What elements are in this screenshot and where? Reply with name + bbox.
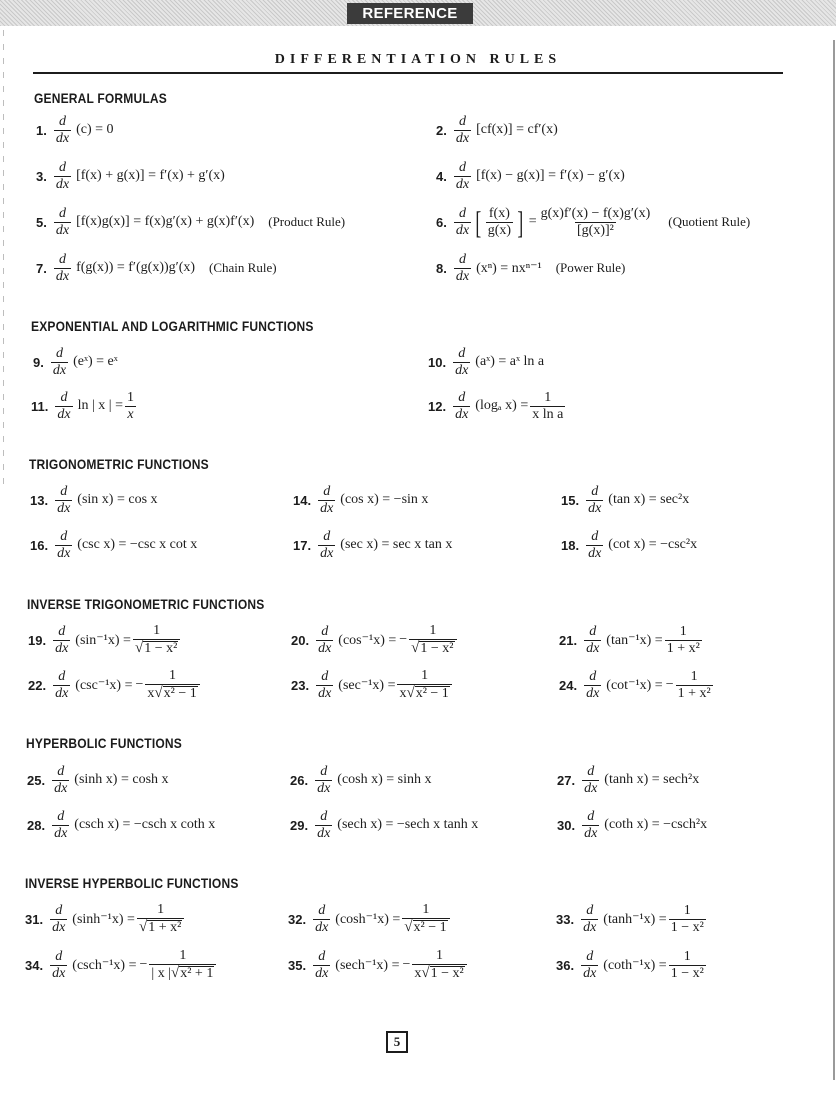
derivative-operator: $\frac{d}{dx}$ [584, 763, 598, 796]
formula-20: 20. $\frac{d}{dx}$ (cos⁻¹x) = − 1 √ 1 − x² [291, 620, 459, 660]
formula-12: 12. $\frac{d}{dx}$ (logₐ x) = $\frac{1}{\text{x ln a}}$ [428, 389, 564, 422]
quotient-rhs: $\frac{g(x)f'(x) - f(x)g'(x)}{\text{[g(x)]²}}$ [540, 205, 651, 238]
derivative-operator: $\frac{d}{dx}$ [320, 483, 334, 516]
square-root: √ 1 + x² [138, 919, 182, 935]
derivative-operator: $\frac{d}{dx}$ [55, 113, 70, 146]
page-title: DIFFERENTIATION RULES [274, 52, 562, 67]
derivative-operator: $\frac{d}{dx}$ [55, 623, 69, 656]
derivative-operator: $\frac{d}{dx}$ [55, 205, 70, 238]
minus-sign: − [665, 677, 674, 692]
derivative-operator: $\frac{d}{dx}$ [52, 902, 66, 935]
formula-27: 27. $\frac{d}{dx}$ (tanh x) = sech²x [557, 763, 700, 796]
result-fraction: 1 √ 1 − x² [133, 624, 180, 656]
square-root: √ x² + 1 [171, 965, 214, 981]
radical-sign: √ [171, 965, 180, 981]
result-fraction: $\frac{1}{\text{1 + x²}}$ [666, 623, 700, 656]
formula-18: 18. $\frac{d}{dx}$ (cot x) = −csc²x [561, 528, 698, 561]
minus-sign: − [139, 957, 148, 972]
derivative-operator: $\frac{d}{dx}$ [318, 668, 332, 701]
result-fraction: 1 | x | √ x² + 1 [149, 949, 216, 981]
formula-34: 34. $\frac{d}{dx}$ (csch⁻¹x) = − 1 | x | √ x² + 1 [25, 945, 218, 985]
formula-35: 35. $\frac{d}{dx}$ (sech⁻¹x) = − 1 x √ 1 − x² [288, 945, 469, 985]
fraction-denominator [402, 918, 449, 935]
formula-3: 3. $\frac{d}{dx}$ [f(x) + g(x)] = f′(x) + g′(x) [36, 159, 225, 192]
derivative-operator: $\frac{d}{dx}$ [588, 528, 602, 561]
formula-23: 23. $\frac{d}{dx}$ (sec⁻¹x) = 1 x √ x² − 1 [291, 665, 454, 705]
radical-sign: √ [138, 919, 148, 935]
right-margin-line [833, 40, 835, 1080]
formula-28: 28. $\frac{d}{dx}$ (csch x) = −csch x coth x [27, 808, 216, 841]
formula-26: 26. $\frac{d}{dx}$ (cosh x) = sinh x [290, 763, 432, 796]
square-root: √ x² − 1 [406, 685, 449, 701]
formula-1: 1. $\frac{d}{dx}$ (c) = 0 [36, 113, 114, 146]
radical-sign: √ [404, 919, 413, 935]
fraction-denominator: | x | √ x² + 1 [149, 964, 216, 981]
fraction-denominator: 1 + x² [677, 685, 711, 701]
fraction-denominator: x √ 1 − x² [412, 964, 466, 981]
formula-25: 25. $\frac{d}{dx}$ (sinh x) = cosh x [27, 763, 169, 796]
derivative-operator: $\frac{d}{dx}$ [584, 808, 598, 841]
formula-13: 13. $\frac{d}{dx}$ (sin x) = cos x [30, 483, 158, 516]
banner-label: REFERENCE PAGES [347, 3, 473, 24]
derivative-operator: $\frac{d}{dx}$ [583, 902, 597, 935]
rule-name: (Product Rule) [268, 214, 346, 229]
title-rule [33, 72, 783, 74]
result-fraction: 1 √ 1 − x² [409, 624, 456, 656]
fraction-denominator: 1 + x² [666, 640, 700, 656]
minus-sign: − [402, 957, 411, 972]
formula-19: 19. $\frac{d}{dx}$ (sin⁻¹x) = 1 √ 1 − x² [28, 620, 182, 660]
fraction-denominator: x √ x² − 1 [397, 684, 451, 701]
derivative-operator: $\frac{d}{dx}$ [455, 159, 470, 192]
result-fraction: $\frac{1}{x}$ [126, 389, 134, 422]
derivative-operator: $\frac{d}{dx}$ [57, 483, 71, 516]
result-fraction: 1 x √ x² − 1 [397, 669, 451, 701]
formula-29: 29. $\frac{d}{dx}$ (sech x) = −sech x tanh x [290, 808, 479, 841]
derivative-operator: $\frac{d}{dx}$ [315, 902, 329, 935]
derivative-operator: $\frac{d}{dx}$ [317, 763, 331, 796]
formula-7: 7. $\frac{d}{dx}$ f(g(x)) = f′(g(x))g′(x) (Chain Rule) [36, 251, 277, 284]
derivative-operator: $\frac{d}{dx}$ [586, 623, 600, 656]
derivative-operator: $\frac{d}{dx}$ [57, 528, 71, 561]
derivative-operator: $\frac{d}{dx}$ [455, 205, 470, 238]
derivative-operator: $\frac{d}{dx}$ [54, 808, 68, 841]
derivative-operator: $\frac{d}{dx}$ [57, 389, 71, 422]
radical-sign: √ [411, 640, 420, 656]
derivative-operator: $\frac{d}{dx}$ [54, 763, 68, 796]
radical-sign: √ [134, 640, 144, 656]
formula-14: 14. $\frac{d}{dx}$ (cos x) = −sin x [293, 483, 429, 516]
derivative-operator: $\frac{d}{dx}$ [52, 345, 67, 378]
radical-sign: √ [406, 685, 415, 701]
formula-16: 16. $\frac{d}{dx}$ (csc x) = −csc x cot x [30, 528, 198, 561]
section-heading-inv-hyperbolic: INVERSE HYPERBOLIC FUNCTIONS [25, 875, 239, 891]
formula-6: 6. $\frac{d}{dx}$ [ $\frac{f(x)}{g(x)}$ ] = $\frac{g(x)f'(x) - f(x)g'(x)}{\text{[g(x)]²}}$ (Quotient Rule) [436, 204, 751, 240]
derivative-operator: $\frac{d}{dx}$ [52, 948, 66, 981]
minus-sign: − [399, 632, 408, 647]
formula-21: 21. $\frac{d}{dx}$ (tan⁻¹x) = $\frac{1}{\text{1 + x²}}$ [559, 623, 700, 656]
square-root: √ 1 − x² [421, 965, 464, 981]
derivative-operator: $\frac{d}{dx}$ [317, 808, 331, 841]
square-root: √ 1 − x² [411, 640, 454, 656]
radical-sign: √ [421, 965, 430, 981]
derivative-operator: $\frac{d}{dx}$ [55, 159, 70, 192]
result-fraction: $\frac{1}{\text{1 − x²}}$ [670, 948, 704, 981]
derivative-operator: $\frac{d}{dx}$ [315, 948, 329, 981]
header-banner [0, 0, 836, 43]
formula-24: 24. $\frac{d}{dx}$ (cot⁻¹x) = − $\frac{1}{\text{1 + x²}}$ [559, 668, 711, 701]
formula-30: 30. $\frac{d}{dx}$ (coth x) = −csch²x [557, 808, 708, 841]
derivative-operator: $\frac{d}{dx}$ [55, 668, 69, 701]
radical-sign: √ [154, 685, 163, 701]
section-heading-trig: TRIGONOMETRIC FUNCTIONS [29, 456, 209, 472]
result-fraction: 1 x √ x² − 1 [145, 669, 199, 701]
result-fraction: 1 √ x² − 1 [402, 903, 449, 935]
derivative-operator: $\frac{d}{dx}$ [318, 623, 332, 656]
quotient-lhs: $\frac{f(x)}{g(x)}$ [487, 205, 512, 238]
fraction-denominator [133, 639, 180, 656]
formula-33: 33. $\frac{d}{dx}$ (tanh⁻¹x) = $\frac{1}{\text{1 − x²}}$ [556, 902, 704, 935]
formula-8: 8. $\frac{d}{dx}$ (xⁿ) = nxⁿ⁻¹ (Power Rule) [436, 251, 626, 284]
formula-5: 5. $\frac{d}{dx}$ [f(x)g(x)] = f(x)g′(x) + g(x)f′(x) (Product Rule) [36, 205, 346, 238]
square-root: √ x² − 1 [154, 685, 197, 701]
formula-2: 2. $\frac{d}{dx}$ [cf(x)] = cf′(x) [436, 113, 558, 146]
formula-4: 4. $\frac{d}{dx}$ [f(x) − g(x)] = f′(x) − g′(x) [436, 159, 625, 192]
right-bracket: ] [517, 204, 524, 240]
formula-15: 15. $\frac{d}{dx}$ (tan x) = sec²x [561, 483, 690, 516]
derivative-operator: $\frac{d}{dx}$ [455, 251, 470, 284]
formula-36: 36. $\frac{d}{dx}$ (coth⁻¹x) = $\frac{1}{\text{1 − x²}}$ [556, 948, 704, 981]
fraction-denominator: 1 − x² [670, 965, 704, 981]
result-fraction: $\frac{1}{\text{1 − x²}}$ [670, 902, 704, 935]
rule-name: (Chain Rule) [209, 260, 277, 275]
derivative-operator: $\frac{d}{dx}$ [455, 389, 469, 422]
derivative-operator: $\frac{d}{dx}$ [455, 345, 469, 378]
derivative-operator: $\frac{d}{dx}$ [586, 668, 600, 701]
derivative-operator: $\frac{d}{dx}$ [455, 113, 470, 146]
formula-31: 31. $\frac{d}{dx}$ (sinh⁻¹x) = 1 √ 1 + x² [25, 899, 186, 939]
result-fraction: $\frac{1}{\text{x ln a}}$ [532, 389, 564, 422]
result-fraction: $\frac{1}{\text{1 + x²}}$ [677, 668, 711, 701]
minus-sign: − [135, 677, 144, 692]
derivative-operator: $\frac{d}{dx}$ [588, 483, 602, 516]
formula-17: 17. $\frac{d}{dx}$ (sec x) = sec x tan x [293, 528, 453, 561]
rule-name: (Power Rule) [555, 260, 626, 275]
result-fraction: 1 √ 1 + x² [137, 903, 184, 935]
section-heading-exp-log: EXPONENTIAL AND LOGARITHMIC FUNCTIONS [31, 318, 314, 334]
derivative-operator: $\frac{d}{dx}$ [320, 528, 334, 561]
square-root: √ x² − 1 [404, 919, 447, 935]
formula-32: 32. $\frac{d}{dx}$ (cosh⁻¹x) = 1 √ x² − 1 [288, 899, 452, 939]
rule-name: (Quotient Rule) [668, 214, 751, 229]
section-heading-general: GENERAL FORMULAS [34, 90, 167, 106]
left-bracket: [ [475, 204, 482, 240]
section-heading-inv-trig: INVERSE TRIGONOMETRIC FUNCTIONS [27, 596, 265, 612]
fraction-denominator [137, 918, 184, 935]
page-number: 5 [386, 1031, 408, 1053]
result-fraction: 1 x √ 1 − x² [412, 949, 466, 981]
fraction-denominator [409, 639, 456, 656]
fraction-denominator: x √ x² − 1 [145, 684, 199, 701]
formula-9: 9. $\frac{d}{dx}$ (eˣ) = eˣ [33, 345, 118, 378]
formula-22: 22. $\frac{d}{dx}$ (csc⁻¹x) = − 1 x √ x² − 1 [28, 665, 202, 705]
left-margin-line [3, 30, 4, 490]
derivative-operator: $\frac{d}{dx}$ [583, 948, 597, 981]
square-root: √ 1 − x² [134, 640, 178, 656]
formula-11: 11. $\frac{d}{dx}$ ln | x | = $\frac{1}{x}$ [31, 389, 134, 422]
fraction-denominator: 1 − x² [670, 919, 704, 935]
section-heading-hyperbolic: HYPERBOLIC FUNCTIONS [26, 735, 182, 751]
formula-10: 10. $\frac{d}{dx}$ (aˣ) = aˣ ln a [428, 345, 545, 378]
derivative-operator: $\frac{d}{dx}$ [55, 251, 70, 284]
